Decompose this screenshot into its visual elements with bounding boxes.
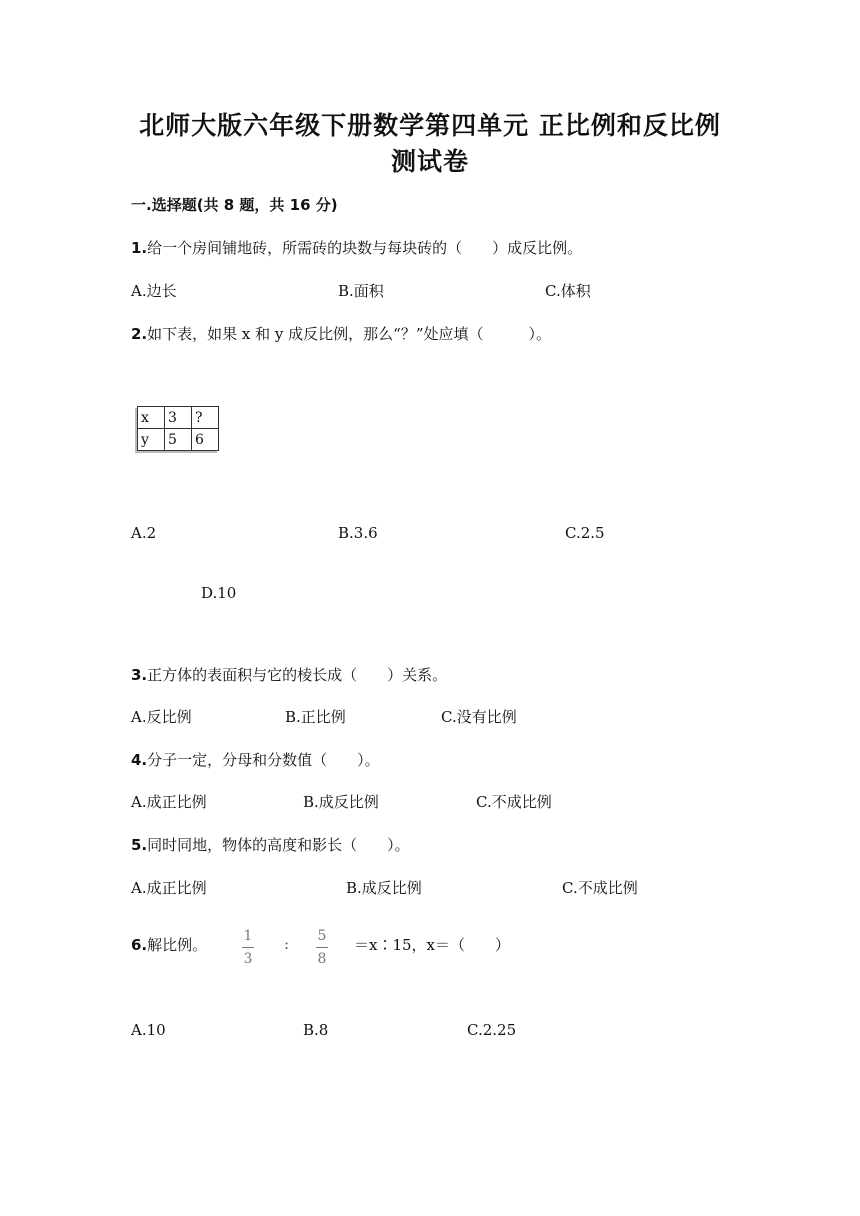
- option-1b: B.面积: [338, 282, 384, 300]
- table-cell: x: [138, 407, 165, 429]
- fraction-five-eighths: [316, 929, 328, 966]
- section-heading: 一.选择题(共 8 题，共 16 分): [131, 196, 338, 214]
- question-text: 同时同地，物体的高度和影长（ ）。: [147, 836, 410, 854]
- option-1c: C.体积: [545, 282, 591, 300]
- option-3c: C.没有比例: [441, 708, 517, 726]
- table-row: [138, 429, 219, 451]
- option-6c: C.2.25: [467, 1021, 517, 1039]
- table-cell: 5: [165, 429, 192, 451]
- question-6-tail: ＝x∶15，x＝（ ）: [354, 936, 511, 954]
- option-4c: C.不成比例: [476, 793, 552, 811]
- question-text: 分子一定，分母和分数值（ ）。: [147, 751, 380, 769]
- question-2: [131, 323, 551, 344]
- table-cell: 6: [192, 429, 219, 451]
- option-3b: B.正比例: [285, 708, 346, 726]
- question-1: [131, 237, 582, 258]
- option-4a: A.成正比例: [131, 793, 207, 811]
- option-5a: A.成正比例: [131, 879, 207, 897]
- question-5: [131, 834, 410, 855]
- option-5c: C.不成比例: [562, 879, 638, 897]
- question-4: [131, 749, 380, 770]
- option-5b: B.成反比例: [346, 879, 422, 897]
- question-6: [131, 934, 207, 955]
- table-row: [138, 407, 219, 429]
- fraction-bar: [242, 947, 254, 948]
- option-2d: D.10: [201, 584, 237, 602]
- option-6a: A.10: [131, 1021, 166, 1039]
- table-cell: y: [138, 429, 165, 451]
- xy-table: [137, 406, 219, 451]
- fraction-one-third: [242, 929, 254, 966]
- question-text: 正方体的表面积与它的棱长成（ ）关系。: [147, 666, 448, 684]
- page-title-line2: 测试卷: [390, 147, 469, 176]
- question-number: 3.: [131, 666, 148, 684]
- question-text: 解比例。: [147, 936, 208, 954]
- fraction-denominator: 8: [317, 951, 327, 967]
- question-number: 2.: [131, 325, 148, 343]
- option-2b: B.3.6: [338, 524, 378, 542]
- option-2a: A.2: [131, 524, 157, 542]
- question-number: 4.: [131, 751, 148, 769]
- question-number: 1.: [131, 239, 148, 257]
- fraction-numerator: 1: [243, 928, 253, 944]
- option-2c: C.2.5: [565, 524, 605, 542]
- question-number: 5.: [131, 836, 148, 854]
- table-cell: ?: [192, 407, 219, 429]
- fraction-bar: [316, 947, 328, 948]
- ratio-colon: :: [284, 935, 290, 953]
- table-cell: 3: [165, 407, 192, 429]
- question-3: [131, 664, 447, 685]
- option-3a: A.反比例: [131, 708, 192, 726]
- question-text: 如下表，如果 x 和 y 成反比例，那么“？”处应填（ ）。: [147, 325, 551, 343]
- page-title-line1: 北师大版六年级下册数学第四单元 正比例和反比例: [139, 111, 721, 140]
- option-4b: B.成反比例: [303, 793, 379, 811]
- question-text: 给一个房间铺地砖，所需砖的块数与每块砖的（ ）成反比例。: [147, 239, 583, 257]
- fraction-denominator: 3: [243, 951, 253, 967]
- option-1a: A.边长: [131, 282, 177, 300]
- option-6b: B.8: [303, 1021, 329, 1039]
- question-number: 6.: [131, 936, 148, 954]
- fraction-numerator: 5: [317, 928, 327, 944]
